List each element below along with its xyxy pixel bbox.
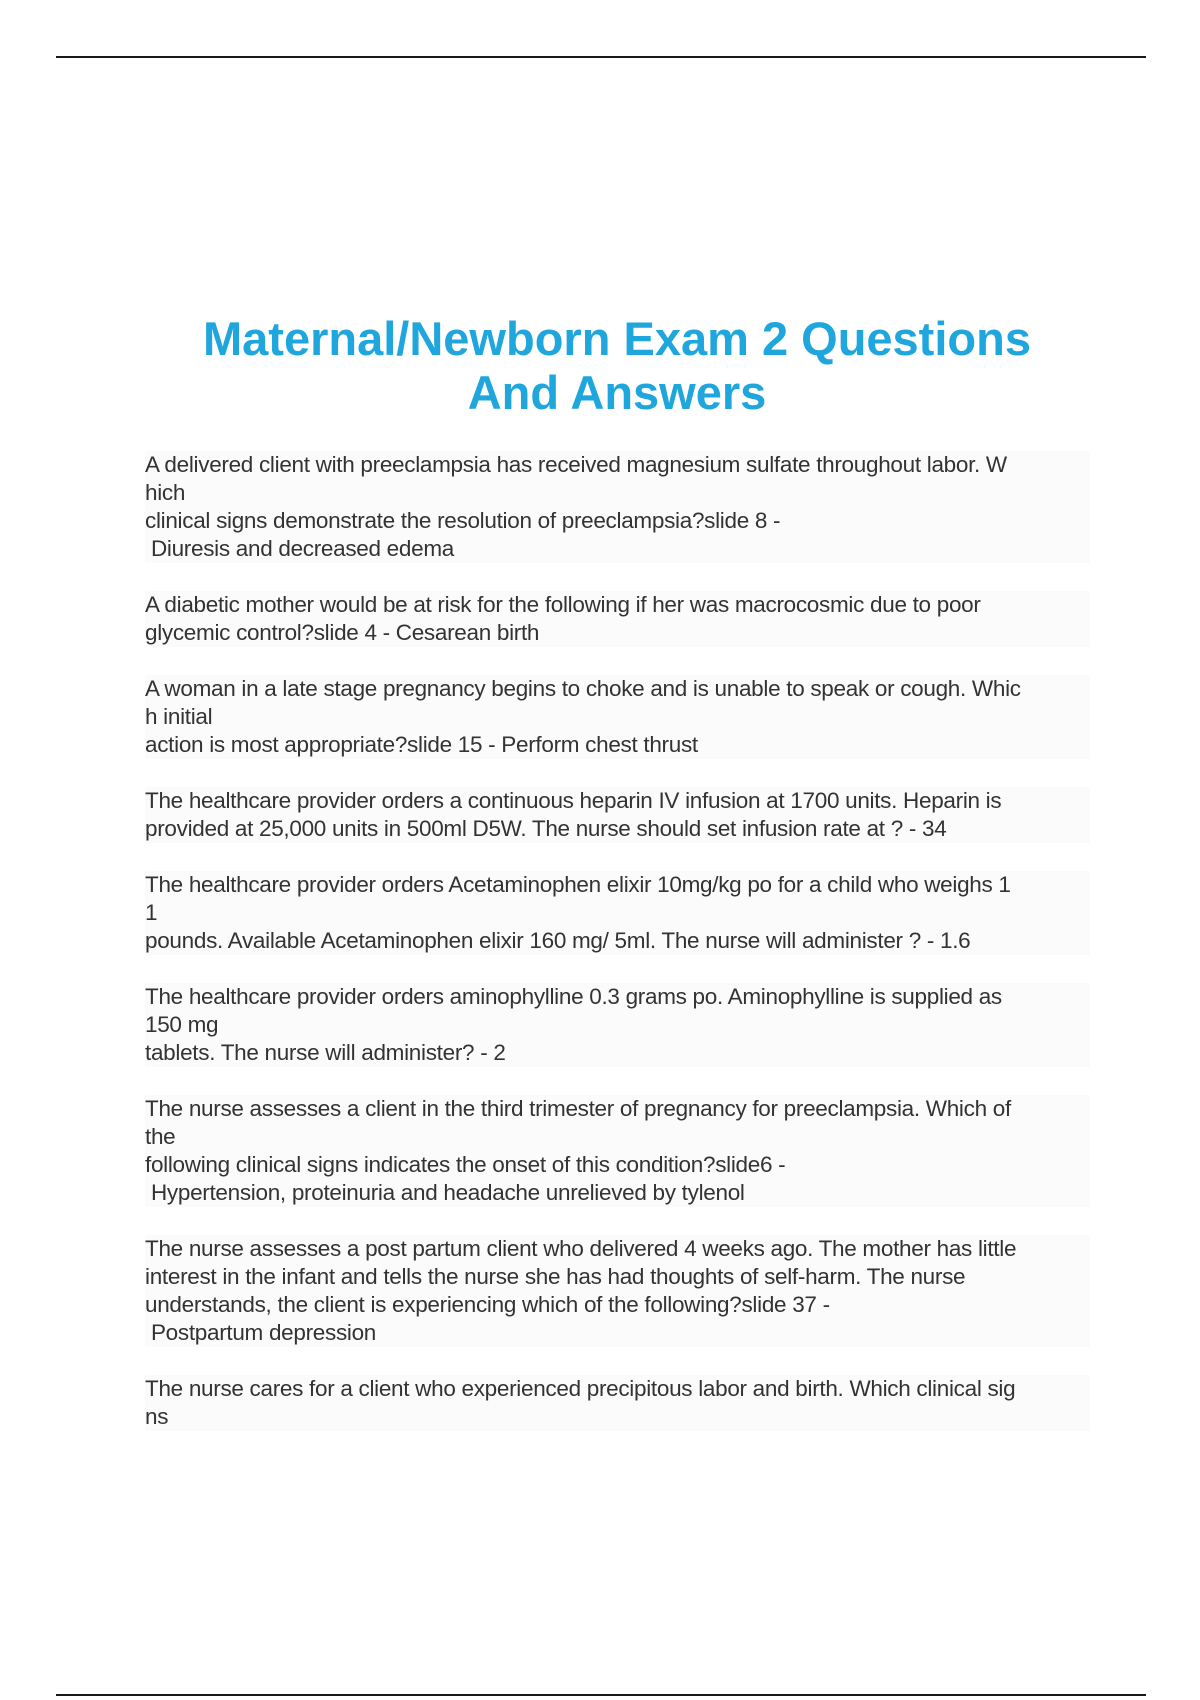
question-text-line: The nurse assesses a post partum client who delivered 4 weeks ago. The mother has little [145, 1236, 1017, 1261]
question-item [145, 1095, 1090, 1207]
question-item [145, 1235, 1090, 1347]
question-item [145, 591, 1090, 647]
question-item [145, 871, 1090, 955]
question-text-line: The healthcare provider orders a continuous heparin IV infusion at 1700 units. Heparin is [145, 788, 1002, 813]
question-text-line: h initial [145, 704, 213, 729]
answer-text: Diuresis and decreased edema [145, 536, 454, 561]
answer-text: Postpartum depression [145, 1320, 377, 1345]
answer-text: Hypertension, proteinuria and headache unrelieved by tylenol [145, 1180, 745, 1205]
question-item [145, 1375, 1090, 1431]
question-item [145, 787, 1090, 843]
question-text-line: A diabetic mother would be at risk for the following if her was macrocosmic due to poor [145, 592, 981, 617]
question-text-line: following clinical signs indicates the onset of this condition?slide6 - [145, 1152, 786, 1177]
question-list [145, 451, 1090, 1459]
question-text-line: the [145, 1124, 176, 1149]
question-item [145, 983, 1090, 1067]
question-text-line: glycemic control?slide 4 - Cesarean birth [145, 620, 540, 645]
document-title-line-1: Maternal/Newborn Exam 2 Questions [203, 312, 1031, 365]
question-text-line: ns [145, 1404, 169, 1429]
header-rule [56, 56, 1146, 58]
question-text-line: The nurse cares for a client who experienced precipitous labor and birth. Which clinical sig [145, 1376, 1016, 1401]
question-text-line: The healthcare provider orders Acetaminophen elixir 10mg/kg po for a child who weighs 1 [145, 872, 1011, 897]
question-text-line: 150 mg [145, 1012, 219, 1037]
question-text-line: hich [145, 480, 186, 505]
question-text-line: understands, the client is experiencing which of the following?slide 37 - [145, 1292, 830, 1317]
question-text-line: action is most appropriate?slide 15 - Perform chest thrust [145, 732, 698, 757]
question-item [145, 451, 1090, 563]
question-text-line: The nurse assesses a client in the third trimester of pregnancy for preeclampsia. Which of [145, 1096, 1011, 1121]
question-text-line: clinical signs demonstrate the resolution of preeclampsia?slide 8 - [145, 508, 781, 533]
document-title-line-2: And Answers [467, 366, 767, 419]
question-text-line: tablets. The nurse will administer? - 2 [145, 1040, 506, 1065]
footer-rule [56, 1694, 1146, 1696]
question-text-line: A delivered client with preeclampsia has received magnesium sulfate throughout labor. W [145, 452, 1007, 477]
question-item [145, 675, 1090, 759]
question-text-line: pounds. Available Acetaminophen elixir 160 mg/ 5ml. The nurse will administer ? - 1.6 [145, 928, 971, 953]
document-title [0, 312, 1200, 420]
question-text-line: interest in the infant and tells the nurse she has had thoughts of self-harm. The nurse [145, 1264, 966, 1289]
question-text-line: provided at 25,000 units in 500ml D5W. The nurse should set infusion rate at ? - 34 [145, 816, 947, 841]
question-text-line: 1 [145, 900, 158, 925]
question-text-line: A woman in a late stage pregnancy begins to choke and is unable to speak or cough. Whic [145, 676, 1021, 701]
question-text-line: The healthcare provider orders aminophylline 0.3 grams po. Aminophylline is supplied as [145, 984, 1002, 1009]
